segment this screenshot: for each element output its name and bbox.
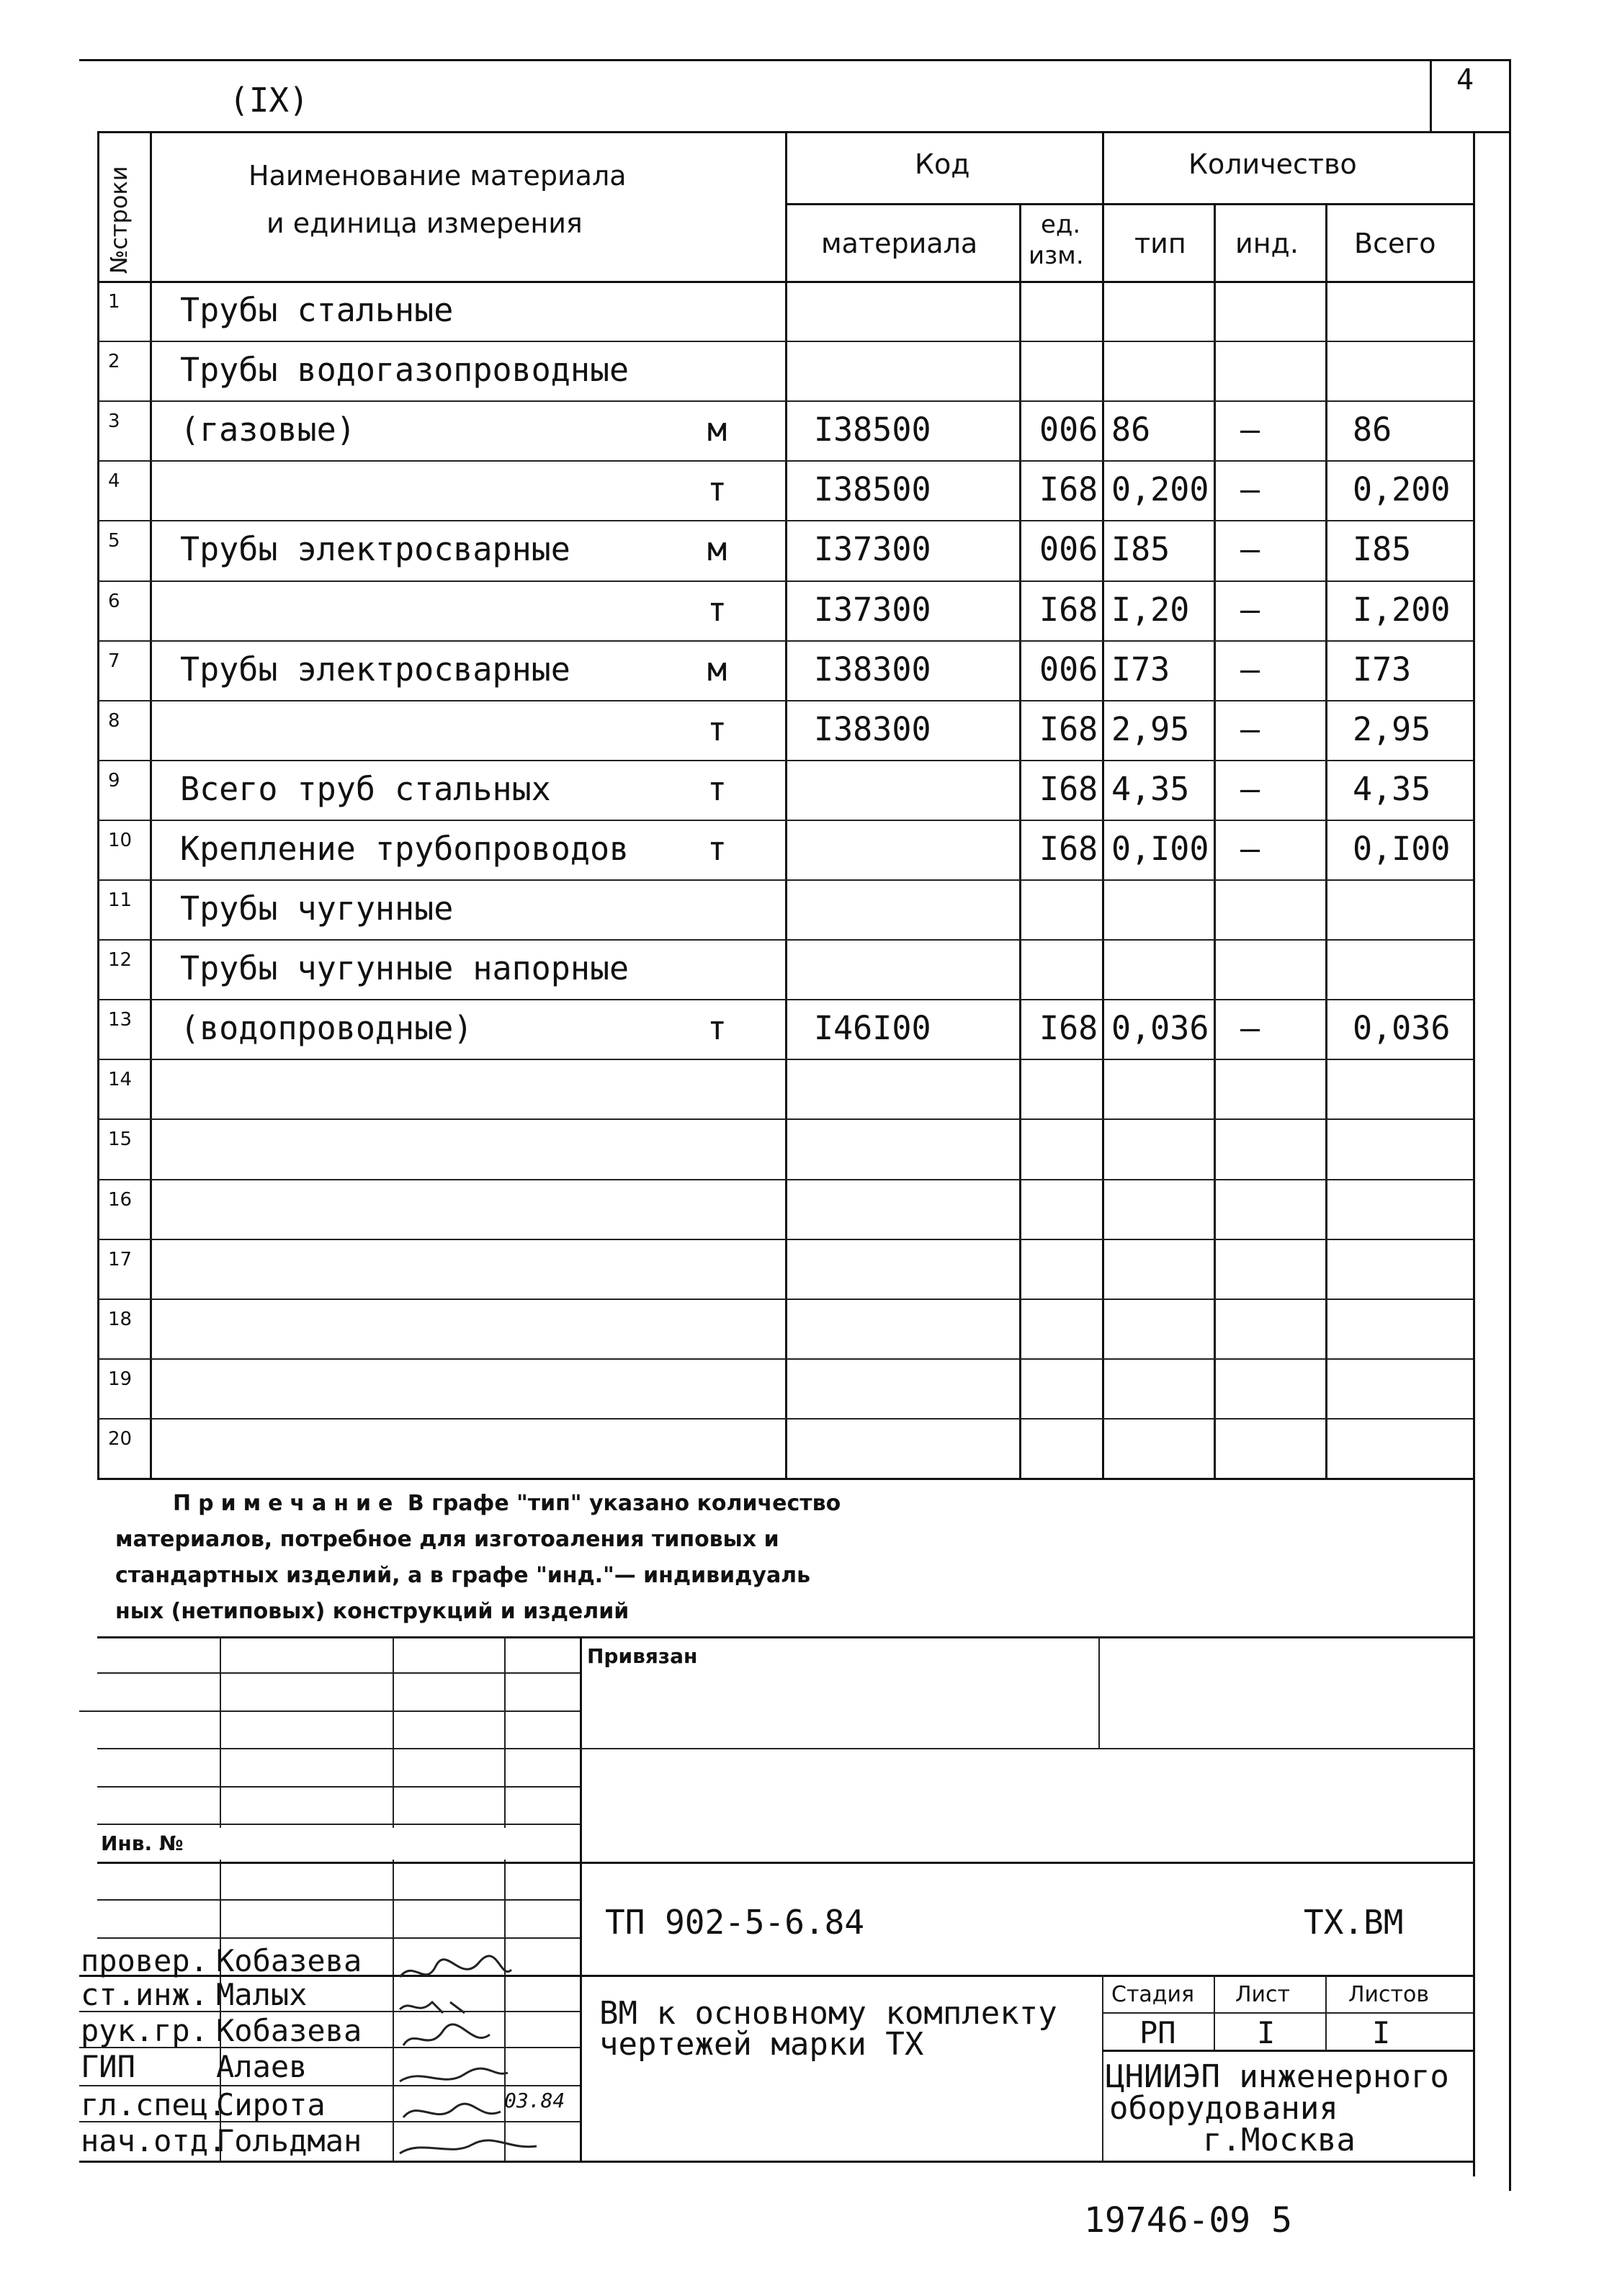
section-label: (IX) bbox=[229, 81, 309, 120]
material-name: Трубы электросварные bbox=[180, 650, 570, 689]
row-number: 2 bbox=[108, 351, 120, 372]
row-number: 4 bbox=[108, 470, 120, 492]
qty-type: 4,35 bbox=[1111, 770, 1190, 808]
qty-ind: – bbox=[1240, 411, 1260, 449]
col-line-rowno bbox=[150, 131, 152, 1478]
material-code: I37300 bbox=[814, 530, 931, 568]
qty-type: I73 bbox=[1111, 650, 1170, 689]
unit-of-measure: т bbox=[707, 770, 727, 808]
sheets-label: Листов bbox=[1348, 1982, 1430, 2007]
handwritten-signatures bbox=[393, 1945, 580, 2161]
signature-role: провер. bbox=[81, 1943, 209, 1978]
header-row-no: №строки bbox=[105, 166, 133, 274]
table-row-line bbox=[97, 1059, 1473, 1060]
col-line-unit bbox=[1019, 203, 1021, 1478]
material-code: I38300 bbox=[814, 650, 931, 689]
unit-code: I68 bbox=[1039, 470, 1098, 508]
qty-type: 0,I00 bbox=[1111, 830, 1209, 868]
qty-total: 0,036 bbox=[1353, 1009, 1451, 1047]
row-number: 18 bbox=[108, 1309, 133, 1330]
note-line-2: материалов, потребное для изготоаления типовых и bbox=[115, 1527, 779, 1552]
signature-role: ГИП bbox=[81, 2049, 135, 2084]
table-row-line bbox=[97, 520, 1473, 521]
sheet-number: 4 bbox=[1456, 63, 1474, 97]
unit-of-measure: м bbox=[707, 650, 727, 689]
stage-value: РП bbox=[1139, 2015, 1176, 2050]
row-number: 9 bbox=[108, 770, 120, 792]
note-line-4: ных (нетиповых) конструкций и изделий bbox=[115, 1599, 630, 1624]
doc-title-line1: ВМ к основному комплекту bbox=[599, 1995, 1057, 2032]
material-name: Трубы чугунные напорные bbox=[180, 949, 630, 987]
doc-mark: ТХ.ВМ bbox=[1304, 1903, 1404, 1942]
signature-role: гл.спец. bbox=[81, 2087, 227, 2122]
row-number: 1 bbox=[108, 291, 120, 313]
row-number: 5 bbox=[108, 530, 120, 552]
qty-type: 2,95 bbox=[1111, 710, 1190, 748]
frame-top-line bbox=[79, 59, 1509, 61]
header-code-group: Код bbox=[915, 148, 970, 180]
table-row-line bbox=[97, 939, 1473, 941]
sheet-value: I bbox=[1257, 2015, 1276, 2050]
header-code-material: материала bbox=[821, 228, 978, 259]
doc-code: ТП 902-5-6.84 bbox=[605, 1903, 865, 1942]
header-name-line2: и единица измерения bbox=[266, 207, 583, 239]
frame-sheet-box-left bbox=[1430, 59, 1432, 131]
qty-total: I73 bbox=[1353, 650, 1412, 689]
qty-type: 0,200 bbox=[1111, 470, 1209, 508]
table-row-line bbox=[97, 460, 1473, 462]
stamp-row-b bbox=[79, 1710, 580, 1712]
header-code-unit-1: ед. bbox=[1041, 210, 1081, 239]
row-number: 8 bbox=[108, 710, 120, 732]
qty-total: 86 bbox=[1353, 411, 1392, 449]
table-row-line bbox=[97, 879, 1473, 881]
qty-ind: – bbox=[1240, 770, 1260, 808]
note-line-1 bbox=[173, 1486, 841, 1522]
material-name: Всего труб стальных bbox=[180, 770, 551, 808]
note-top-line bbox=[97, 1478, 1473, 1480]
header-qty-total: Всего bbox=[1354, 228, 1436, 259]
qty-ind: – bbox=[1240, 710, 1260, 748]
header-name-line1: Наименование материала bbox=[248, 160, 627, 192]
bottom-number: 19746-09 5 bbox=[1084, 2200, 1292, 2241]
unit-of-measure: т bbox=[707, 470, 727, 508]
header-code-unit-2: изм. bbox=[1029, 241, 1084, 270]
qty-ind: – bbox=[1240, 830, 1260, 868]
stage-label: Стадия bbox=[1111, 1982, 1195, 2007]
stamp-row-f bbox=[97, 1862, 1473, 1864]
qty-type: 0,036 bbox=[1111, 1009, 1209, 1047]
qty-total: 0,200 bbox=[1353, 470, 1451, 508]
sheets-value: I bbox=[1372, 2015, 1391, 2050]
col-line-total bbox=[1325, 203, 1327, 1478]
stamp-col-3 bbox=[504, 1636, 506, 1828]
material-name: Трубы водогазопроводные bbox=[180, 351, 630, 389]
material-name: (газовые) bbox=[180, 411, 356, 449]
row-number: 6 bbox=[108, 591, 120, 612]
unit-code: 006 bbox=[1039, 650, 1098, 689]
material-name: Трубы чугунные bbox=[180, 889, 454, 928]
unit-code: I68 bbox=[1039, 830, 1098, 868]
qty-type: 86 bbox=[1111, 411, 1151, 449]
unit-of-measure: м bbox=[707, 530, 727, 568]
stage-box-left bbox=[1102, 1975, 1103, 2162]
material-name: Крепление трубопроводов bbox=[180, 830, 630, 868]
row-number: 11 bbox=[108, 889, 133, 911]
table-row-line bbox=[97, 700, 1473, 701]
table-row-line bbox=[97, 760, 1473, 761]
attached-label: Привязан bbox=[587, 1644, 698, 1668]
stamp-top-line bbox=[97, 1636, 1473, 1638]
col-line-qty bbox=[1102, 131, 1104, 1478]
stamp-row-e bbox=[97, 1824, 580, 1825]
qty-type: I85 bbox=[1111, 530, 1170, 568]
qty-type: I,20 bbox=[1111, 591, 1190, 629]
row-number: 17 bbox=[108, 1249, 133, 1270]
org-line2: оборудования bbox=[1109, 2090, 1338, 2127]
qty-total: I,200 bbox=[1353, 591, 1451, 629]
signature-role: рук.гр. bbox=[81, 2013, 209, 2048]
table-row-line bbox=[97, 999, 1473, 1000]
header-qty-ind: инд. bbox=[1235, 228, 1299, 259]
col-line-ind bbox=[1214, 203, 1216, 1478]
unit-code: 006 bbox=[1039, 530, 1098, 568]
stamp-row-h bbox=[97, 1937, 580, 1939]
table-row-line bbox=[97, 1418, 1473, 1420]
stamp-col-main bbox=[580, 1636, 582, 2162]
table-right-edge bbox=[1473, 131, 1475, 2176]
table-row-line bbox=[97, 580, 1473, 582]
stamp-org-bottom bbox=[580, 2161, 1473, 2163]
stage-row-1 bbox=[1102, 2012, 1473, 2014]
qty-total: 0,I00 bbox=[1353, 830, 1451, 868]
frame-table-top bbox=[97, 131, 1509, 133]
unit-code: I68 bbox=[1039, 770, 1098, 808]
table-row-line bbox=[97, 341, 1473, 342]
material-code: I37300 bbox=[814, 591, 931, 629]
inv-label: Инв. № bbox=[101, 1831, 184, 1855]
qty-ind: – bbox=[1240, 1009, 1260, 1047]
note-lead: Примечание bbox=[173, 1491, 400, 1516]
header-sub-line bbox=[785, 203, 1473, 205]
signature-name: Сирота bbox=[216, 2087, 326, 2122]
stamp-row-a bbox=[97, 1672, 580, 1674]
row-number: 20 bbox=[108, 1428, 133, 1450]
row-number: 15 bbox=[108, 1129, 133, 1150]
material-name: (водопроводные) bbox=[180, 1009, 473, 1047]
qty-ind: – bbox=[1240, 650, 1260, 689]
qty-total: 4,35 bbox=[1353, 770, 1431, 808]
sheet-label: Лист bbox=[1235, 1982, 1291, 2007]
material-name: Трубы стальные bbox=[180, 291, 454, 329]
unit-code: I68 bbox=[1039, 591, 1098, 629]
signature-role: ст.инж. bbox=[81, 1977, 209, 2012]
table-row-line bbox=[97, 1179, 1473, 1180]
material-name: Трубы электросварные bbox=[180, 530, 570, 568]
table-row-line bbox=[97, 1239, 1473, 1240]
row-number: 14 bbox=[108, 1069, 133, 1090]
row-number: 16 bbox=[108, 1189, 133, 1211]
doc-title-line2: чертежей марки ТХ bbox=[599, 2026, 924, 2063]
unit-of-measure: т bbox=[707, 830, 727, 868]
date-scribble: 03.84 bbox=[504, 2089, 565, 2112]
stamp-row-c bbox=[97, 1748, 1473, 1749]
col-line-code bbox=[785, 131, 787, 1478]
row-number: 19 bbox=[108, 1368, 133, 1390]
unit-of-measure: м bbox=[707, 411, 727, 449]
stamp-bottom-line bbox=[79, 2161, 582, 2163]
row-number: 13 bbox=[108, 1009, 133, 1031]
stamp-row-g bbox=[97, 1899, 580, 1901]
material-code: I46I00 bbox=[814, 1009, 931, 1047]
table-row-line bbox=[97, 640, 1473, 642]
unit-of-measure: т bbox=[707, 1009, 727, 1047]
qty-ind: – bbox=[1240, 530, 1260, 568]
signature-name: Малых bbox=[216, 1977, 308, 2012]
stamp-row-d bbox=[97, 1786, 580, 1788]
table-row-line bbox=[97, 1299, 1473, 1300]
header-qty-type: тип bbox=[1134, 228, 1186, 259]
table-row-line bbox=[97, 1118, 1473, 1120]
table-row-line bbox=[97, 1358, 1473, 1360]
signature-role: нач.отд. bbox=[81, 2123, 227, 2158]
qty-total: 2,95 bbox=[1353, 710, 1431, 748]
row-number: 3 bbox=[108, 411, 120, 432]
stamp-col-attached-right bbox=[1098, 1636, 1100, 1748]
stamp-col-2 bbox=[393, 1636, 394, 1828]
qty-ind: – bbox=[1240, 591, 1260, 629]
unit-of-measure: т bbox=[707, 710, 727, 748]
header-bottom-line bbox=[97, 281, 1473, 283]
note-line-3: стандартных изделий, а в графе "инд."— индивидуаль bbox=[115, 1563, 811, 1588]
material-code: I38500 bbox=[814, 411, 931, 449]
material-code: I38500 bbox=[814, 470, 931, 508]
signature-name: Кобазева bbox=[216, 2013, 362, 2048]
material-code: I38300 bbox=[814, 710, 931, 748]
unit-code: I68 bbox=[1039, 1009, 1098, 1047]
row-number: 7 bbox=[108, 650, 120, 672]
qty-total: I85 bbox=[1353, 530, 1412, 568]
table-left-edge bbox=[97, 131, 99, 1478]
table-row-line bbox=[97, 400, 1473, 402]
unit-code: I68 bbox=[1039, 710, 1098, 748]
row-number: 10 bbox=[108, 830, 133, 851]
unit-code: 006 bbox=[1039, 411, 1098, 449]
signature-name: Кобазева bbox=[216, 1943, 362, 1978]
frame-right-edge bbox=[1509, 59, 1511, 2191]
stamp-col-1 bbox=[220, 1636, 221, 1828]
signature-name: Гольдман bbox=[216, 2123, 362, 2158]
qty-ind: – bbox=[1240, 470, 1260, 508]
table-row-line bbox=[97, 820, 1473, 821]
signature-name: Алаев bbox=[216, 2049, 308, 2084]
org-line3: г.Москва bbox=[1203, 2122, 1356, 2158]
row-number: 12 bbox=[108, 949, 133, 971]
header-qty-group: Количество bbox=[1188, 148, 1357, 180]
note-line1-rest: В графе "тип" указано количество bbox=[400, 1491, 841, 1516]
org-line1: ЦНИИЭП инженерного bbox=[1106, 2058, 1449, 2095]
unit-of-measure: т bbox=[707, 591, 727, 629]
